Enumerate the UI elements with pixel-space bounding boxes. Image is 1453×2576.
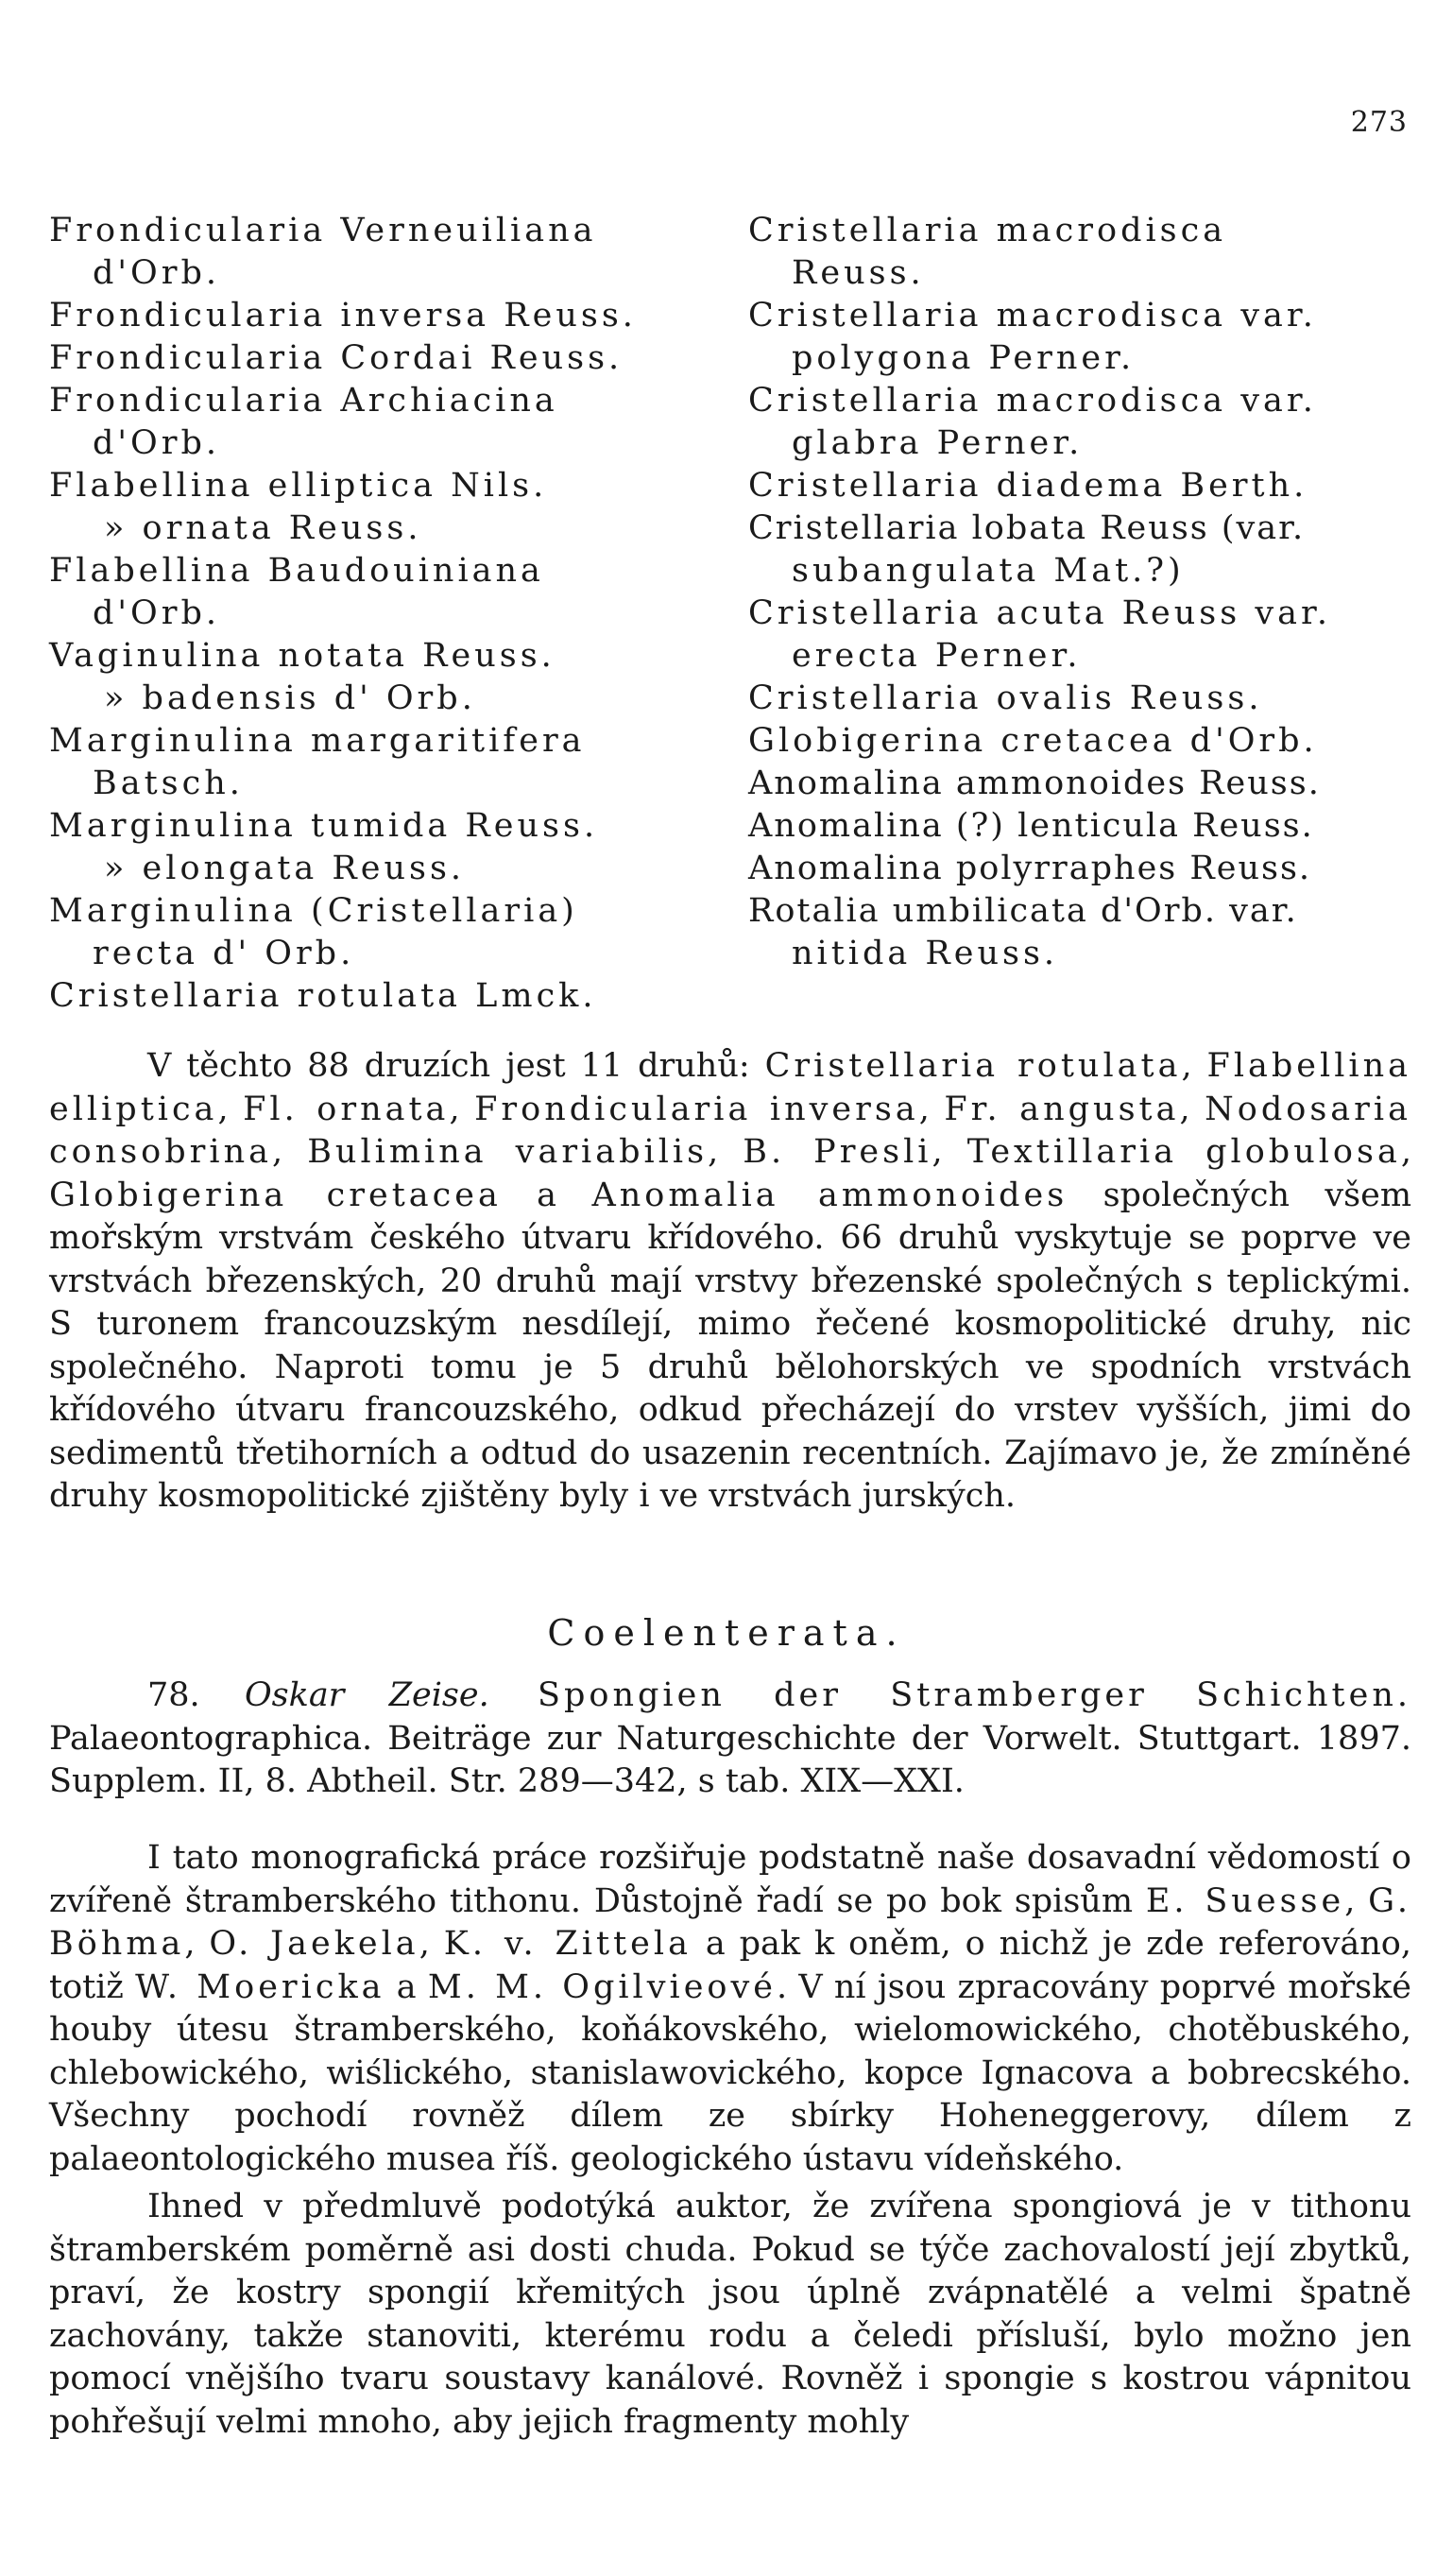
page-number: 273 <box>1350 106 1408 139</box>
text-run: , <box>708 1133 744 1171</box>
species-entry <box>49 465 710 507</box>
species-name: Cristellaria rotulata Lmck. <box>49 977 597 1015</box>
text-run: , <box>449 1090 475 1128</box>
species-name-continuation: erecta Perner. <box>792 637 1082 675</box>
species-ref: Flabellina elliptica <box>49 1047 1411 1128</box>
entry-author: Oskar Zeise. <box>244 1676 489 1714</box>
species-ref: Bulimina variabilis <box>307 1133 709 1171</box>
text-run: , <box>1400 1133 1411 1171</box>
species-name: Flabellina Baudouiniana <box>49 552 544 590</box>
species-name: Cristellaria acuta Reuss var. <box>748 594 1331 632</box>
species-entry <box>49 890 710 975</box>
species-name-continuation: polygona Perner. <box>792 339 1136 377</box>
entry-number: 78. <box>147 1676 245 1714</box>
author-ref: G. Böhma <box>49 1881 1411 1963</box>
species-ref: Textillaria globulosa <box>966 1133 1401 1171</box>
species-ref: Nodosaria consobrina <box>49 1090 1411 1171</box>
species-entry <box>49 848 710 890</box>
species-entry <box>748 805 1410 848</box>
species-entry <box>49 550 710 635</box>
species-entry <box>49 635 710 678</box>
species-name: » badensis d' Orb. <box>104 679 476 717</box>
species-ref: Globigerina cretacea <box>49 1176 502 1214</box>
species-name-continuation: d'Orb. <box>93 594 220 632</box>
text-run: . V ní jsou zpracovány poprvé mořské houby útesu štramberského, koňákovského, wielomowického, chotěbuského, chlebowického, wiślického, stanislawovického, kopce Ignacova a bobrecského. Všechny pochodí rovněž dílem ze sbírky Hoheneggerovy, dílem z palaeontologického musea říš. geologického ústavu vídeňského. <box>49 1967 1412 2178</box>
species-name: Frondicularia inversa Reuss. <box>49 297 637 335</box>
species-name: » elongata Reuss. <box>104 850 466 887</box>
species-name: Cristellaria macrodisca var. <box>748 382 1317 420</box>
text-run: , <box>932 1133 967 1171</box>
species-name: Frondicularia Cordai Reuss. <box>49 339 624 377</box>
text-run: I tato monografická práce rozšiřuje podstatně naše dosavadní vědomostí o zvířeně štramberského tithonu. Důstojně řadí se po bok spisům <box>49 1839 1411 1920</box>
species-entry <box>748 848 1410 890</box>
text-run: společných všem mořským vrstvám českého útvaru křídového. 66 druhů vyskytuje se poprve ve vrstvách březenských, 20 druhů mají vrstvy březenské společných s teplickými. S turonem francouzským nesdílejí, mimo řečené kosmopolitické druhy, nic společného. Naproti tomu je 5 druhů bělohorských ve spodních vrstvách křídového útvaru francouzského, odkud přecházejí do vrstev vyšších, jimi do sedimentů třetihorních a odtud do usazenin recentních. Zajímavo je, že zmíněné druhy kosmopolitické zjištěny byly i ve vrstvách jurských. <box>49 1176 1412 1515</box>
species-name-continuation: Batsch. <box>93 764 244 802</box>
entry-title: Spongien der Stramberger Schichten. <box>488 1676 1411 1714</box>
species-entry <box>748 380 1410 465</box>
author-ref: O. Jaekela <box>209 1925 419 1963</box>
species-name: Cristellaria macrodisca <box>748 212 1227 249</box>
species-entry <box>748 210 1410 295</box>
species-name-continuation: Reuss. <box>792 254 925 292</box>
species-name: Anomalina polyrraphes Reuss. <box>748 850 1312 887</box>
species-entry <box>49 720 710 805</box>
text-run: , <box>272 1133 308 1171</box>
species-name: Globigerina cretacea d'Orb. <box>748 722 1318 760</box>
species-name: Cristellaria diadema Berth. <box>748 467 1308 505</box>
author-ref: K. v. Zittela <box>443 1925 692 1963</box>
species-entry <box>748 592 1410 678</box>
species-entry <box>748 295 1410 380</box>
species-entry <box>49 337 710 380</box>
species-ref: Anomalia ammonoides <box>591 1176 1068 1214</box>
text-run: , <box>184 1925 210 1963</box>
species-name: Anomalina ammonoides Reuss. <box>748 764 1321 802</box>
species-list-right-column <box>744 210 1410 1018</box>
species-name: Marginulina (Cristellaria) <box>49 892 578 930</box>
species-name: Marginulina tumida Reuss. <box>49 807 599 845</box>
species-name: Vaginulina notata Reuss. <box>49 637 556 675</box>
species-name: Cristellaria macrodisca var. <box>748 297 1317 335</box>
species-entry <box>49 507 710 550</box>
entry-source: Palaeontographica. Beiträge zur Naturgeschichte der Vorwelt. Stuttgart. 1897. Supplem. II, 8. Abtheil. Str. 289—342, s tab. XIX—XXI. <box>49 1719 1411 1800</box>
species-entry <box>748 763 1410 805</box>
text-run: V těchto 88 druzích jest 11 druhů: <box>147 1047 765 1085</box>
text-run: , <box>217 1090 244 1128</box>
species-name-continuation: nitida Reuss. <box>792 935 1059 972</box>
species-name-continuation: d'Orb. <box>93 254 220 292</box>
species-entry <box>49 805 710 848</box>
species-ref: Fl. ornata <box>243 1090 450 1128</box>
species-name: Anomalina (?) lenticula Reuss. <box>748 807 1314 845</box>
species-entry <box>49 975 710 1018</box>
species-entry <box>748 720 1410 763</box>
review-paragraph <box>49 1837 1411 2181</box>
text-run: a <box>501 1176 592 1214</box>
species-ref: Frondicularia inversa <box>474 1090 919 1128</box>
species-name-continuation: d'Orb. <box>93 424 220 462</box>
species-ref: B. Presli <box>743 1133 932 1171</box>
species-entry <box>748 890 1410 975</box>
species-name: Frondicularia Verneuiliana <box>49 212 597 249</box>
bibliography-entry <box>49 1674 1411 1804</box>
species-ref: Fr. angusta <box>944 1090 1180 1128</box>
species-name: » ornata Reuss. <box>104 509 422 547</box>
species-entry <box>748 465 1410 507</box>
species-name: Cristellaria ovalis Reuss. <box>748 679 1263 717</box>
section-heading: Coelenterata. <box>547 1612 906 1654</box>
species-entry <box>49 295 710 337</box>
species-name: Rotalia umbilicata d'Orb. var. <box>748 892 1298 930</box>
species-name-continuation: recta d' Orb. <box>93 935 355 972</box>
species-name-continuation: subangulata Mat.?) <box>792 552 1185 590</box>
species-name-continuation: glabra Perner. <box>792 424 1084 462</box>
text-run: a pak k oněm, o nichž je zde referováno, totiž <box>49 1925 1411 2006</box>
text-run: a <box>385 1967 428 2006</box>
species-entry <box>748 507 1410 592</box>
text-run: , <box>918 1090 945 1128</box>
species-list-left-column <box>49 210 710 1018</box>
summary-paragraph <box>49 1045 1411 1519</box>
species-list <box>49 210 1410 1018</box>
author-ref: M. M. Ogilvieové <box>427 1967 777 2006</box>
species-entry <box>49 210 710 295</box>
author-ref: W. Moericka <box>135 1967 385 2006</box>
text-run: , <box>419 1925 444 1963</box>
text-run: , <box>1179 1090 1205 1128</box>
species-entry <box>748 678 1410 720</box>
text-run: , <box>1344 1881 1369 1920</box>
species-ref: Cristellaria rotulata <box>764 1047 1182 1085</box>
species-name: Marginulina margaritifera <box>49 722 586 760</box>
species-name: Frondicularia Archiacina <box>49 382 558 420</box>
author-ref: E. Suesse <box>1145 1881 1345 1920</box>
species-name: Flabellina elliptica Nils. <box>49 467 548 505</box>
text-run: , <box>1181 1047 1207 1085</box>
review-paragraph: Ihned v předmluvě podotýká auktor, že zvířena spongiová je v tithonu štramberském poměrně asi dosti chuda. Pokud se týče zachovalostí její zbytků, praví, že kostry spongií křemitých jsou úplně zvápnatělé a velmi špatně zachovány, takže stanoviti, kterému rodu a čeledi přísluší, bylo možno jen pomocí vnějšího tvaru soustavy kanálové. Rovněž i spongie s kostrou vápnitou pohřešují velmi mnoho, aby jejich fragmenty mohly <box>49 2188 1411 2441</box>
species-entry <box>49 380 710 465</box>
species-entry <box>49 678 710 720</box>
species-name: Cristellaria lobata Reuss (var. <box>748 509 1306 547</box>
